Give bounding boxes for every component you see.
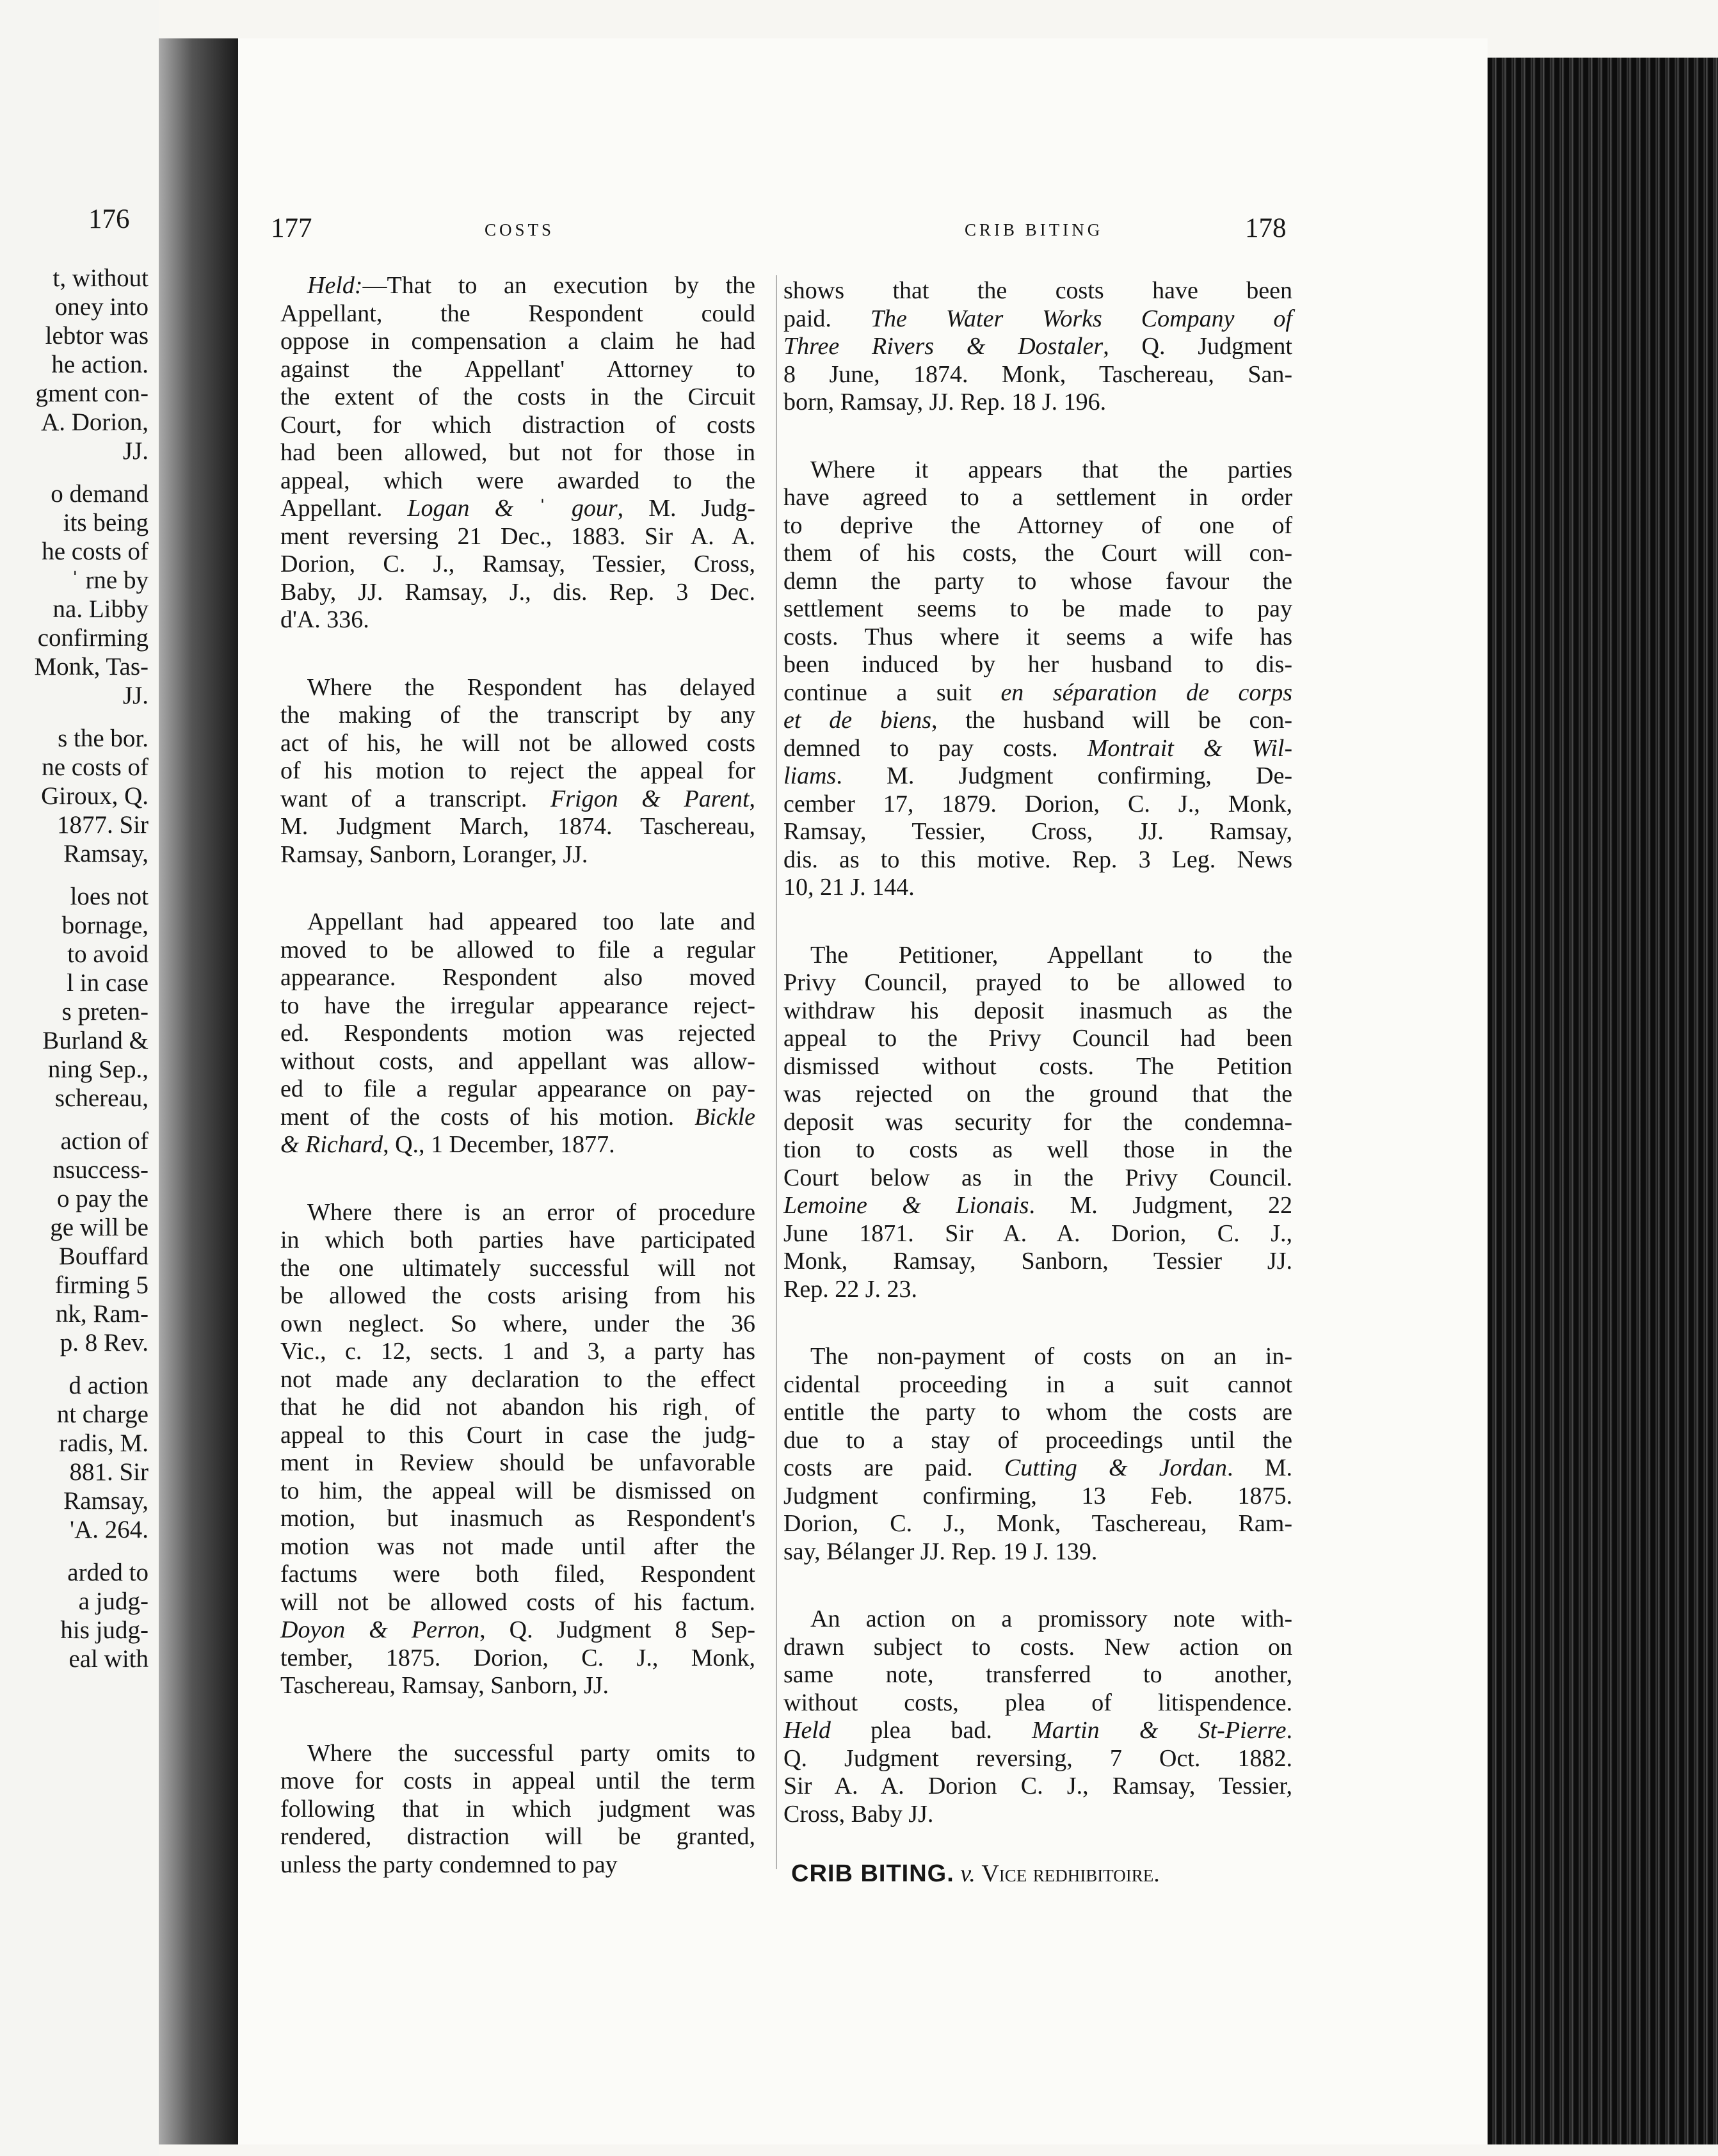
text-line: to deprive the Attorney of one of [783, 511, 1292, 539]
text-line: Court below as in the Privy Council. [783, 1164, 1292, 1191]
text-line: want of a transcript. Frigon & Parent, [280, 785, 755, 812]
fragment-line: his judg- [60, 1616, 149, 1644]
fragment-line: 'A. 264. [70, 1516, 149, 1543]
text-line: deposit was security for the condemna- [783, 1108, 1292, 1136]
fragment-line: ˈ rne by [70, 567, 149, 594]
text-line: Dorion, C. J., Monk, Taschereau, Ram- [783, 1510, 1292, 1537]
text-line: Monk, Ramsay, Sanborn, Tessier JJ. [783, 1248, 1292, 1275]
text-line: appeal, which were awarded to the [280, 467, 755, 494]
text-line: cember 17, 1879. Dorion, C. J., Monk, [783, 790, 1292, 817]
text-line: move for costs in appeal until the term [280, 1767, 755, 1794]
text-line: Where it appears that the parties [810, 456, 1292, 483]
fragment-line: ge will be [50, 1214, 149, 1241]
right-column [783, 277, 1292, 1828]
page-number-right: 178 [1245, 213, 1287, 243]
column-divider [776, 275, 777, 1869]
paragraph [783, 1605, 1292, 1828]
text-line: say, Bélanger JJ. Rep. 19 J. 139. [783, 1538, 1098, 1565]
page-edges [1488, 58, 1718, 2144]
fragment-line: bornage, [61, 912, 149, 939]
fragment-line: schereau, [54, 1084, 149, 1112]
text-line: ment in Review should be unfavorable [280, 1449, 755, 1476]
text-line: Appellant. Logan & ˈ gour, M. Judg- [280, 495, 755, 522]
text-line: Doyon & Perron, Q. Judgment 8 Sep- [280, 1616, 755, 1643]
fragment-line: gment con- [35, 380, 149, 407]
cross-reference-see: v. [960, 1860, 975, 1887]
fragment-line: firming 5 [54, 1271, 149, 1299]
text-line: to have the irregular appearance reject- [280, 992, 755, 1019]
text-line: tember, 1875. Dorion, C. J., Monk, [280, 1644, 755, 1671]
previous-page-fragment [0, 0, 159, 2156]
fragment-line: lebtor was [45, 322, 149, 350]
paragraph [280, 674, 755, 869]
text-line: dismissed without costs. The Petition [783, 1052, 1292, 1080]
fragment-line: Burland & [42, 1027, 149, 1054]
running-head-right: CRIB BITING [965, 220, 1104, 239]
fragment-line: na. Libby [52, 595, 149, 623]
text-line: not made any declaration to the effect [280, 1365, 755, 1393]
fragment-line: radis, M. [59, 1429, 149, 1457]
text-line: same note, transferred to another, [783, 1661, 1292, 1688]
fragment-line: t, without [52, 264, 149, 292]
text-line: liams. M. Judgment confirming, De- [783, 762, 1292, 789]
text-line: to him, the appeal will be dismissed on [280, 1477, 755, 1504]
fragment-line: 1877. Sir [56, 811, 149, 839]
text-line: without costs, plea of litispendence. [783, 1689, 1292, 1716]
fragment-line: A. Dorion, [41, 408, 149, 436]
paragraph [280, 272, 755, 634]
text-line: motion, but inasmuch as Respondent's [280, 1505, 755, 1532]
left-column [280, 272, 755, 1879]
text-line: demn the party to whose favour the [783, 567, 1292, 595]
fragment-line: Ramsay, [63, 840, 149, 867]
fragment-line: p. 8 Rev. [60, 1329, 149, 1356]
fragment-line: Ramsay, [63, 1487, 149, 1515]
fragment-line: loes not [70, 883, 149, 910]
text-line: Baby, JJ. Ramsay, J., dis. Rep. 3 Dec. [280, 578, 755, 606]
text-line: due to a stay of proceedings until the [783, 1426, 1292, 1454]
text-line: own neglect. So where, under the 36 [280, 1310, 755, 1337]
text-line: Where the successful party omits to [307, 1739, 755, 1767]
fragment-line: nk, Ram- [55, 1300, 149, 1328]
text-line: following that in which judgment was [280, 1795, 755, 1822]
text-line: Lemoine & Lionais. M. Judgment, 22 [783, 1192, 1292, 1219]
fragment-line: nt charge [56, 1401, 149, 1428]
text-line: ed. Respondents motion was rejected [280, 1020, 755, 1047]
fragment-line: Bouffard [58, 1243, 149, 1270]
text-line: rendered, distraction will be granted, [280, 1823, 755, 1850]
fragment-line: he costs of [42, 538, 149, 565]
fragment-line: ning Sep., [47, 1056, 149, 1083]
fragment-line: Monk, Tas- [34, 653, 149, 680]
paragraph [280, 1740, 755, 1879]
fragment-line: he action. [51, 351, 149, 378]
book-gutter [159, 38, 242, 2144]
text-line: factums were both filed, Respondent [280, 1561, 755, 1588]
text-line: paid. The Water Works Company of [783, 305, 1292, 332]
text-line: against the Appellant' Attorney to [280, 355, 755, 383]
text-line: had been allowed, but not for those in [280, 439, 755, 466]
text-line: Sir A. A. Dorion C. J., Ramsay, Tessier, [783, 1773, 1292, 1799]
text-line: Appellant, the Respondent could [280, 300, 755, 327]
cross-reference [791, 1860, 1160, 1888]
paragraph [280, 1199, 755, 1700]
cross-reference-target: Vice redhibitoire. [981, 1860, 1160, 1887]
text-line: them of his costs, the Court will con- [783, 540, 1292, 567]
text-line: et de biens, the husband will be con- [783, 707, 1292, 734]
text-line: oppose in compensation a claim he had [280, 328, 755, 355]
text-line: Privy Council, prayed to be allowed to [783, 969, 1292, 996]
text-line: An action on a promissory note with- [810, 1605, 1292, 1632]
text-line: shows that the costs have been [783, 277, 1292, 304]
text-line: Where there is an error of procedure [307, 1198, 755, 1226]
text-line: June 1871. Sir A. A. Dorion, C. J., [783, 1219, 1292, 1247]
text-line: 10, 21 J. 144. [783, 874, 915, 901]
text-line: Taschereau, Ramsay, Sanborn, JJ. [280, 1672, 609, 1699]
text-line: of his motion to reject the appeal for [280, 757, 755, 784]
fragment-line: s preten- [61, 998, 149, 1026]
text-line: & Richard, Q., 1 December, 1877. [280, 1131, 615, 1158]
text-line: Q. Judgment reversing, 7 Oct. 1882. [783, 1744, 1292, 1772]
text-line: born, Ramsay, JJ. Rep. 18 J. 196. [783, 389, 1107, 415]
text-line: in which both parties have participated [280, 1227, 755, 1253]
fragment-line: nsuccess- [52, 1156, 149, 1184]
text-line: moved to be allowed to file a regular [280, 936, 755, 963]
fragment-line: ne costs of [42, 753, 149, 781]
text-line: The non-payment of costs on an in- [810, 1343, 1292, 1370]
page-number-left: 177 [271, 213, 312, 243]
text-line: appeal to this Court in case the judg- [280, 1421, 755, 1449]
fragment-line: 881. Sir [69, 1458, 149, 1486]
paragraph [783, 1343, 1292, 1566]
text-line: the making of the transcript by any [280, 702, 755, 728]
text-line: 8 June, 1874. Monk, Taschereau, San- [783, 360, 1292, 388]
fragment-line: action of [60, 1127, 149, 1155]
text-line: without costs, and appellant was allow- [280, 1047, 755, 1075]
text-line: M. Judgment March, 1874. Taschereau, [280, 813, 755, 840]
fragment-line: JJ. [122, 682, 149, 709]
paragraph [783, 942, 1292, 1304]
text-line: the one ultimately successful will not [280, 1254, 755, 1282]
text-line: Court, for which distraction of costs [280, 411, 755, 438]
fragment-line: its being [63, 509, 149, 536]
text-line: have agreed to a settlement in order [783, 484, 1292, 511]
fragment-line: s the bor. [58, 725, 149, 752]
text-line: ment of the costs of his motion. Bickle [280, 1103, 755, 1130]
text-line: ed to file a regular appearance on pay- [280, 1075, 755, 1102]
text-line: drawn subject to costs. New action on [783, 1633, 1292, 1661]
text-line: The Petitioner, Appellant to the [810, 941, 1292, 969]
fragment-line: JJ. [122, 437, 149, 465]
text-line: dis. as to this motive. Rep. 3 Leg. News [783, 846, 1292, 873]
text-line: Dorion, C. J., Ramsay, Tessier, Cross, [280, 551, 755, 577]
previous-page-number: 176 [88, 204, 130, 234]
text-line: was rejected on the ground that the [783, 1081, 1292, 1107]
text-line: tion to costs as well those in the [783, 1136, 1292, 1163]
text-line: Held:—That to an execution by the [307, 272, 755, 299]
text-line: Where the Respondent has delayed [307, 673, 755, 701]
text-line: Held plea bad. Martin & St-Pierre. [783, 1717, 1293, 1744]
text-line: ment reversing 21 Dec., 1883. Sir A. A. [280, 522, 755, 550]
text-line: been induced by her husband to dis- [783, 651, 1292, 678]
text-line: act of his, he will not be allowed costs [280, 729, 755, 757]
text-line: Ramsay, Tessier, Cross, JJ. Ramsay, [783, 818, 1292, 845]
fragment-line: o pay the [57, 1185, 149, 1212]
fragment-line: l in case [67, 969, 149, 997]
text-line: cidental proceeding in a suit cannot [783, 1371, 1292, 1398]
fragment-line: d action [68, 1372, 149, 1399]
paragraph [280, 908, 755, 1159]
text-line: Rep. 22 J. 23. [783, 1275, 917, 1303]
text-line: costs are paid. Cutting & Jordan. M. [783, 1454, 1292, 1481]
fragment-line: confirming [37, 624, 149, 652]
text-line: settlement seems to be made to pay [783, 595, 1292, 622]
paragraph [783, 456, 1292, 902]
text-line: continue a suit en séparation de corps [783, 679, 1292, 706]
text-line: will not be allowed costs of his factum. [280, 1588, 755, 1616]
text-line: entitle the party to whom the costs are [783, 1399, 1292, 1426]
text-line: be allowed the costs arising from his [280, 1282, 755, 1309]
text-line: appearance. Respondent also moved [280, 964, 755, 991]
text-line: withdraw his deposit inasmuch as the [783, 997, 1292, 1024]
text-line: that he did not abandon his righˌ of [280, 1394, 755, 1420]
fragment-line: o demand [51, 480, 149, 508]
text-line: Judgment confirming, 13 Feb. 1875. [783, 1482, 1292, 1509]
text-line: the extent of the costs in the Circuit [280, 383, 755, 410]
text-line: d'A. 336. [280, 606, 369, 633]
text-line: appeal to the Privy Council had been [783, 1025, 1292, 1052]
text-line: demned to pay costs. Montrait & Wil- [783, 734, 1293, 762]
text-line: Appellant had appeared too late and [307, 908, 755, 935]
text-line: Cross, Baby JJ. [783, 1800, 934, 1828]
fragment-line: to avoid [67, 940, 149, 968]
text-line: Vic., c. 12, sects. 1 and 3, a party has [280, 1338, 755, 1365]
text-line: unless the party condemned to pay [280, 1851, 618, 1878]
text-line: Ramsay, Sanborn, Loranger, JJ. [280, 841, 588, 868]
paragraph [783, 277, 1292, 417]
fragment-line: oney into [54, 293, 149, 321]
text-line: costs. Thus where it seems a wife has [783, 623, 1292, 650]
fragment-line: Giroux, Q. [41, 782, 149, 810]
text-line: Three Rivers & Dostaler, Q. Judgment [783, 333, 1292, 360]
fragment-line: a judg- [78, 1588, 149, 1615]
fragment-line: eal with [68, 1645, 149, 1673]
fragment-line: arded to [67, 1559, 149, 1586]
running-head-left: COSTS [485, 220, 555, 239]
text-line: motion was not made until after the [280, 1533, 755, 1560]
cross-reference-headword: CRIB BITING. [791, 1860, 954, 1887]
